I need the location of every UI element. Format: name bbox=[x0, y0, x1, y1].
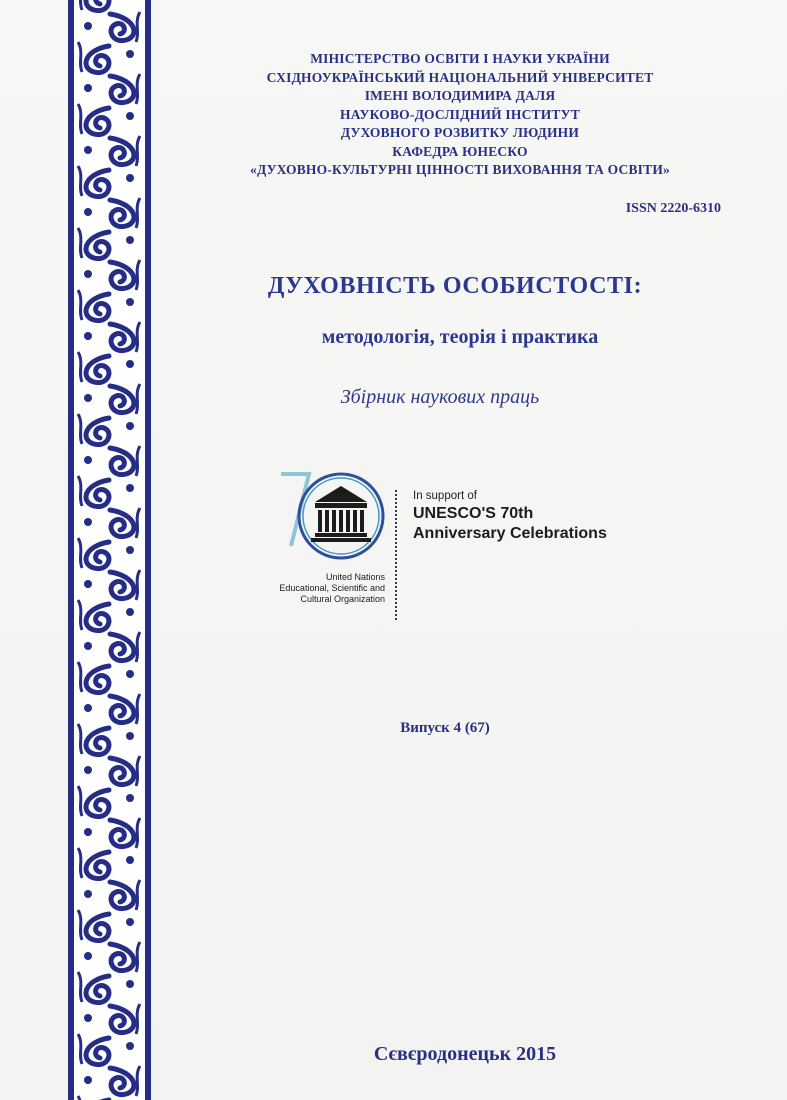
logo-divider bbox=[395, 490, 397, 620]
issn: ISSN 2220-6310 bbox=[625, 201, 721, 216]
issue-number: Випуск 4 (67) bbox=[400, 720, 490, 736]
ornament-tile bbox=[78, 972, 140, 1034]
anniversary-text: Anniversary Celebrations bbox=[413, 525, 607, 542]
ornament-tile bbox=[78, 42, 140, 104]
header-ministry: МІНІСТЕРСТВО ОСВІТИ І НАУКИ УКРАЇНИ bbox=[310, 51, 610, 66]
ornament-tile bbox=[78, 662, 140, 724]
ornament-tile bbox=[78, 848, 140, 910]
ornament-tile bbox=[78, 910, 140, 972]
ornament-border bbox=[68, 0, 151, 1100]
ornament-tile bbox=[78, 476, 140, 538]
temple-roof bbox=[315, 486, 367, 502]
ornament-tile bbox=[78, 166, 140, 228]
ornament-tile bbox=[78, 724, 140, 786]
header-university-name: ІМЕНІ ВОЛОДИМИРА ДАЛЯ bbox=[364, 88, 556, 103]
ornament-tile bbox=[78, 1096, 140, 1100]
temple-beam bbox=[315, 503, 367, 508]
ornament-tile bbox=[78, 414, 140, 476]
ornament-tile bbox=[78, 352, 140, 414]
ornament-tile bbox=[78, 1034, 140, 1096]
ornament-tile bbox=[78, 786, 140, 848]
book-title: ДУХОВНІСТЬ ОСОБИСТОСТІ: bbox=[267, 273, 643, 299]
collection-label: Збірник наукових праць bbox=[340, 386, 540, 408]
organization-name: United Nations Educational, Scientific and Cultural Organization bbox=[279, 572, 385, 604]
unesco-logo bbox=[245, 460, 665, 620]
header-block bbox=[180, 50, 740, 180]
support-text: In support of bbox=[413, 490, 477, 502]
unesco-70th-text: UNESCO'S 70th bbox=[413, 505, 534, 522]
ornament-tile bbox=[78, 104, 140, 166]
book-subtitle: методологія, теорія і практика bbox=[321, 326, 599, 348]
ornament-tile bbox=[78, 538, 140, 600]
ornament-tile bbox=[78, 290, 140, 352]
ornament-tile bbox=[78, 0, 140, 42]
city-year: Сєвєродонецьк 2015 bbox=[373, 1043, 557, 1065]
ornament-tile bbox=[78, 600, 140, 662]
header-institute-name: ДУХОВНОГО РОЗВИТКУ ЛЮДИНИ bbox=[340, 125, 580, 140]
header-department: КАФЕДРА ЮНЕСКО bbox=[392, 143, 528, 159]
ornament-tile bbox=[78, 228, 140, 290]
header-university: СХІДНОУКРАЇНСЬКИЙ НАЦІОНАЛЬНИЙ УНІВЕРСИТЕТ bbox=[266, 69, 654, 85]
header-department-name: «ДУХОВНО-КУЛЬТУРНІ ЦІННОСТІ ВИХОВАННЯ ТА ОСВІТИ» bbox=[250, 162, 670, 177]
ornament-pattern bbox=[74, 0, 145, 1100]
temple-base bbox=[315, 533, 367, 537]
header-institute: НАУКОВО-ДОСЛІДНИЙ ІНСТИТУТ bbox=[340, 106, 580, 122]
unesco-70-emblem bbox=[275, 460, 385, 570]
